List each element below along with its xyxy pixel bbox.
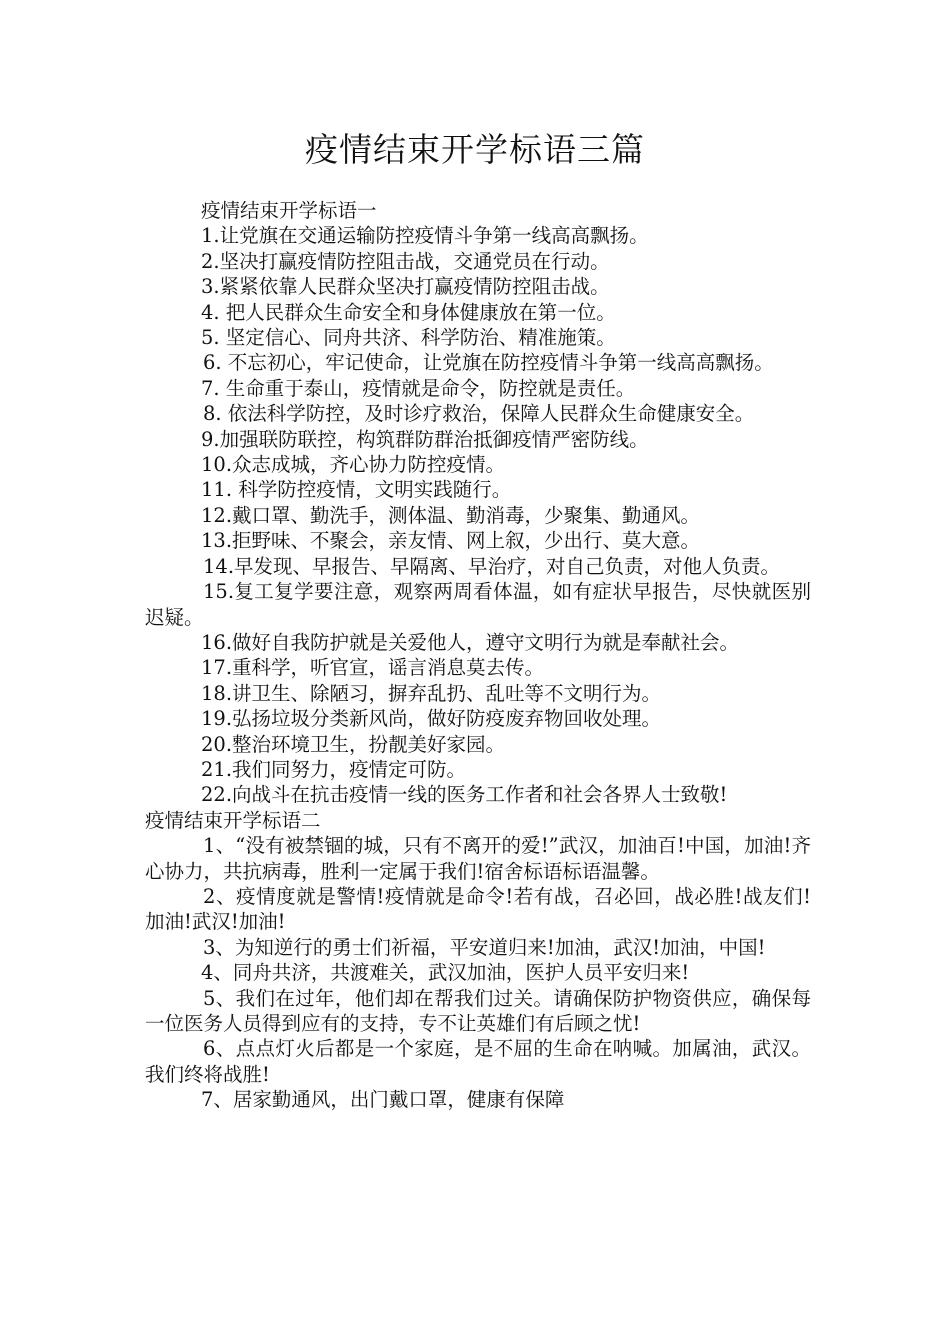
slogan-item: 15.复工复学要注意，观察两周看体温，如有症状早报告，尽快就医别迟疑。 [145,580,811,629]
slogan-item: 11. 科学防控疫情，文明实践随行。 [201,478,512,502]
slogan-item: 19.弘扬垃圾分类新风尚，做好防疫废弃物回收处理。 [201,707,662,731]
slogan-item: 2、疫情度就是警情!疫情就是命令!若有战，召必回，战必胜!战友们!加油!武汉!加油! [145,884,811,934]
slogan-item: 8. 依法科学防控，及时诊疗救治，保障人民群众生命健康安全。 [203,402,755,426]
slogan-item: 21.我们同努力，疫情定可防。 [201,757,467,781]
slogan-item: 4. 把人民群众生命安全和身体健康放在第一位。 [201,300,616,324]
slogan-item: 9.加强联防联控，构筑群防群治抵御疫情严密防线。 [201,427,649,451]
slogan-item: 6、点点灯火后都是一个家庭，是不屈的生命在呐喊。加属油，武汉。我们终将战胜! [145,1037,811,1086]
section-heading: 疫情结束开学标语一 [201,199,377,222]
slogan-item: 20.整治环境卫生，扮靓美好家园。 [201,732,506,756]
slogan-item: 1、“没有被禁锢的城，只有不离开的爱!”武汉，加油百!中国，加油!齐心协力，共抗病毒，胜利一定属于我们!宿舍标语标语温馨。 [145,834,811,883]
slogan-item: 14.早发现、早报告、早隔离、早治疗，对自己负责，对他人负责。 [203,554,781,578]
slogan-item: 3.紧紧依靠人民群众坚决打赢疫情防控阻击战。 [201,275,610,299]
slogan-item: 10.众志成城，齐心协力防控疫情。 [201,453,506,477]
slogan-item: 13.拒野味、不聚会，亲友情、网上叙，少出行、莫大意。 [201,529,701,553]
document-body [145,198,811,1113]
slogan-item: 6. 不忘初心，牢记使命，让党旗在防控疫情斗争第一线高高飘扬。 [203,351,774,375]
slogan-item: 4、同舟共济，共渡难关，武汉加油，医护人员平安归来! [201,961,690,985]
slogan-item: 7、居家勤通风，出门戴口罩，健康有保障 [201,1088,565,1112]
slogan-item: 5. 坚定信心、同舟共济、科学防治、精准施策。 [201,326,616,350]
slogan-item: 16.做好自我防护就是关爱他人，遵守文明行为就是奉献社会。 [201,630,740,654]
slogan-item: 5、我们在过年，他们却在帮我们过关。请确保防护物资供应，确保每一位医务人员得到应有的支持，专不让英雄们有后顾之忧! [145,986,811,1035]
slogan-item: 12.戴口罩、勤洗手，测体温、勤消毒，少聚集、勤通风。 [201,503,701,527]
slogan-item: 1.让党旗在交通运输防控疫情斗争第一线高高飘扬。 [201,224,649,248]
slogan-item: 18.讲卫生、除陋习，摒弃乱扔、乱吐等不文明行为。 [201,681,662,705]
section-heading: 疫情结束开学标语二 [145,808,321,832]
slogan-item: 3、为知逆行的勇士们祈福，平安道归来!加油，武汉!加油，中国! [203,935,766,959]
document-title: 疫情结束开学标语三篇 [305,130,645,169]
slogan-item: 2.坚决打赢疫情防控阻击战，交通党员在行动。 [201,249,610,273]
slogan-item: 17.重科学，听官宣，谣言消息莫去传。 [201,656,545,680]
slogan-item: 7. 生命重于泰山，疫情就是命令，防控就是责任。 [201,376,636,400]
slogan-item: 22.向战斗在抗击疫情一线的医务工作者和社会各界人士致敬! [201,783,728,807]
